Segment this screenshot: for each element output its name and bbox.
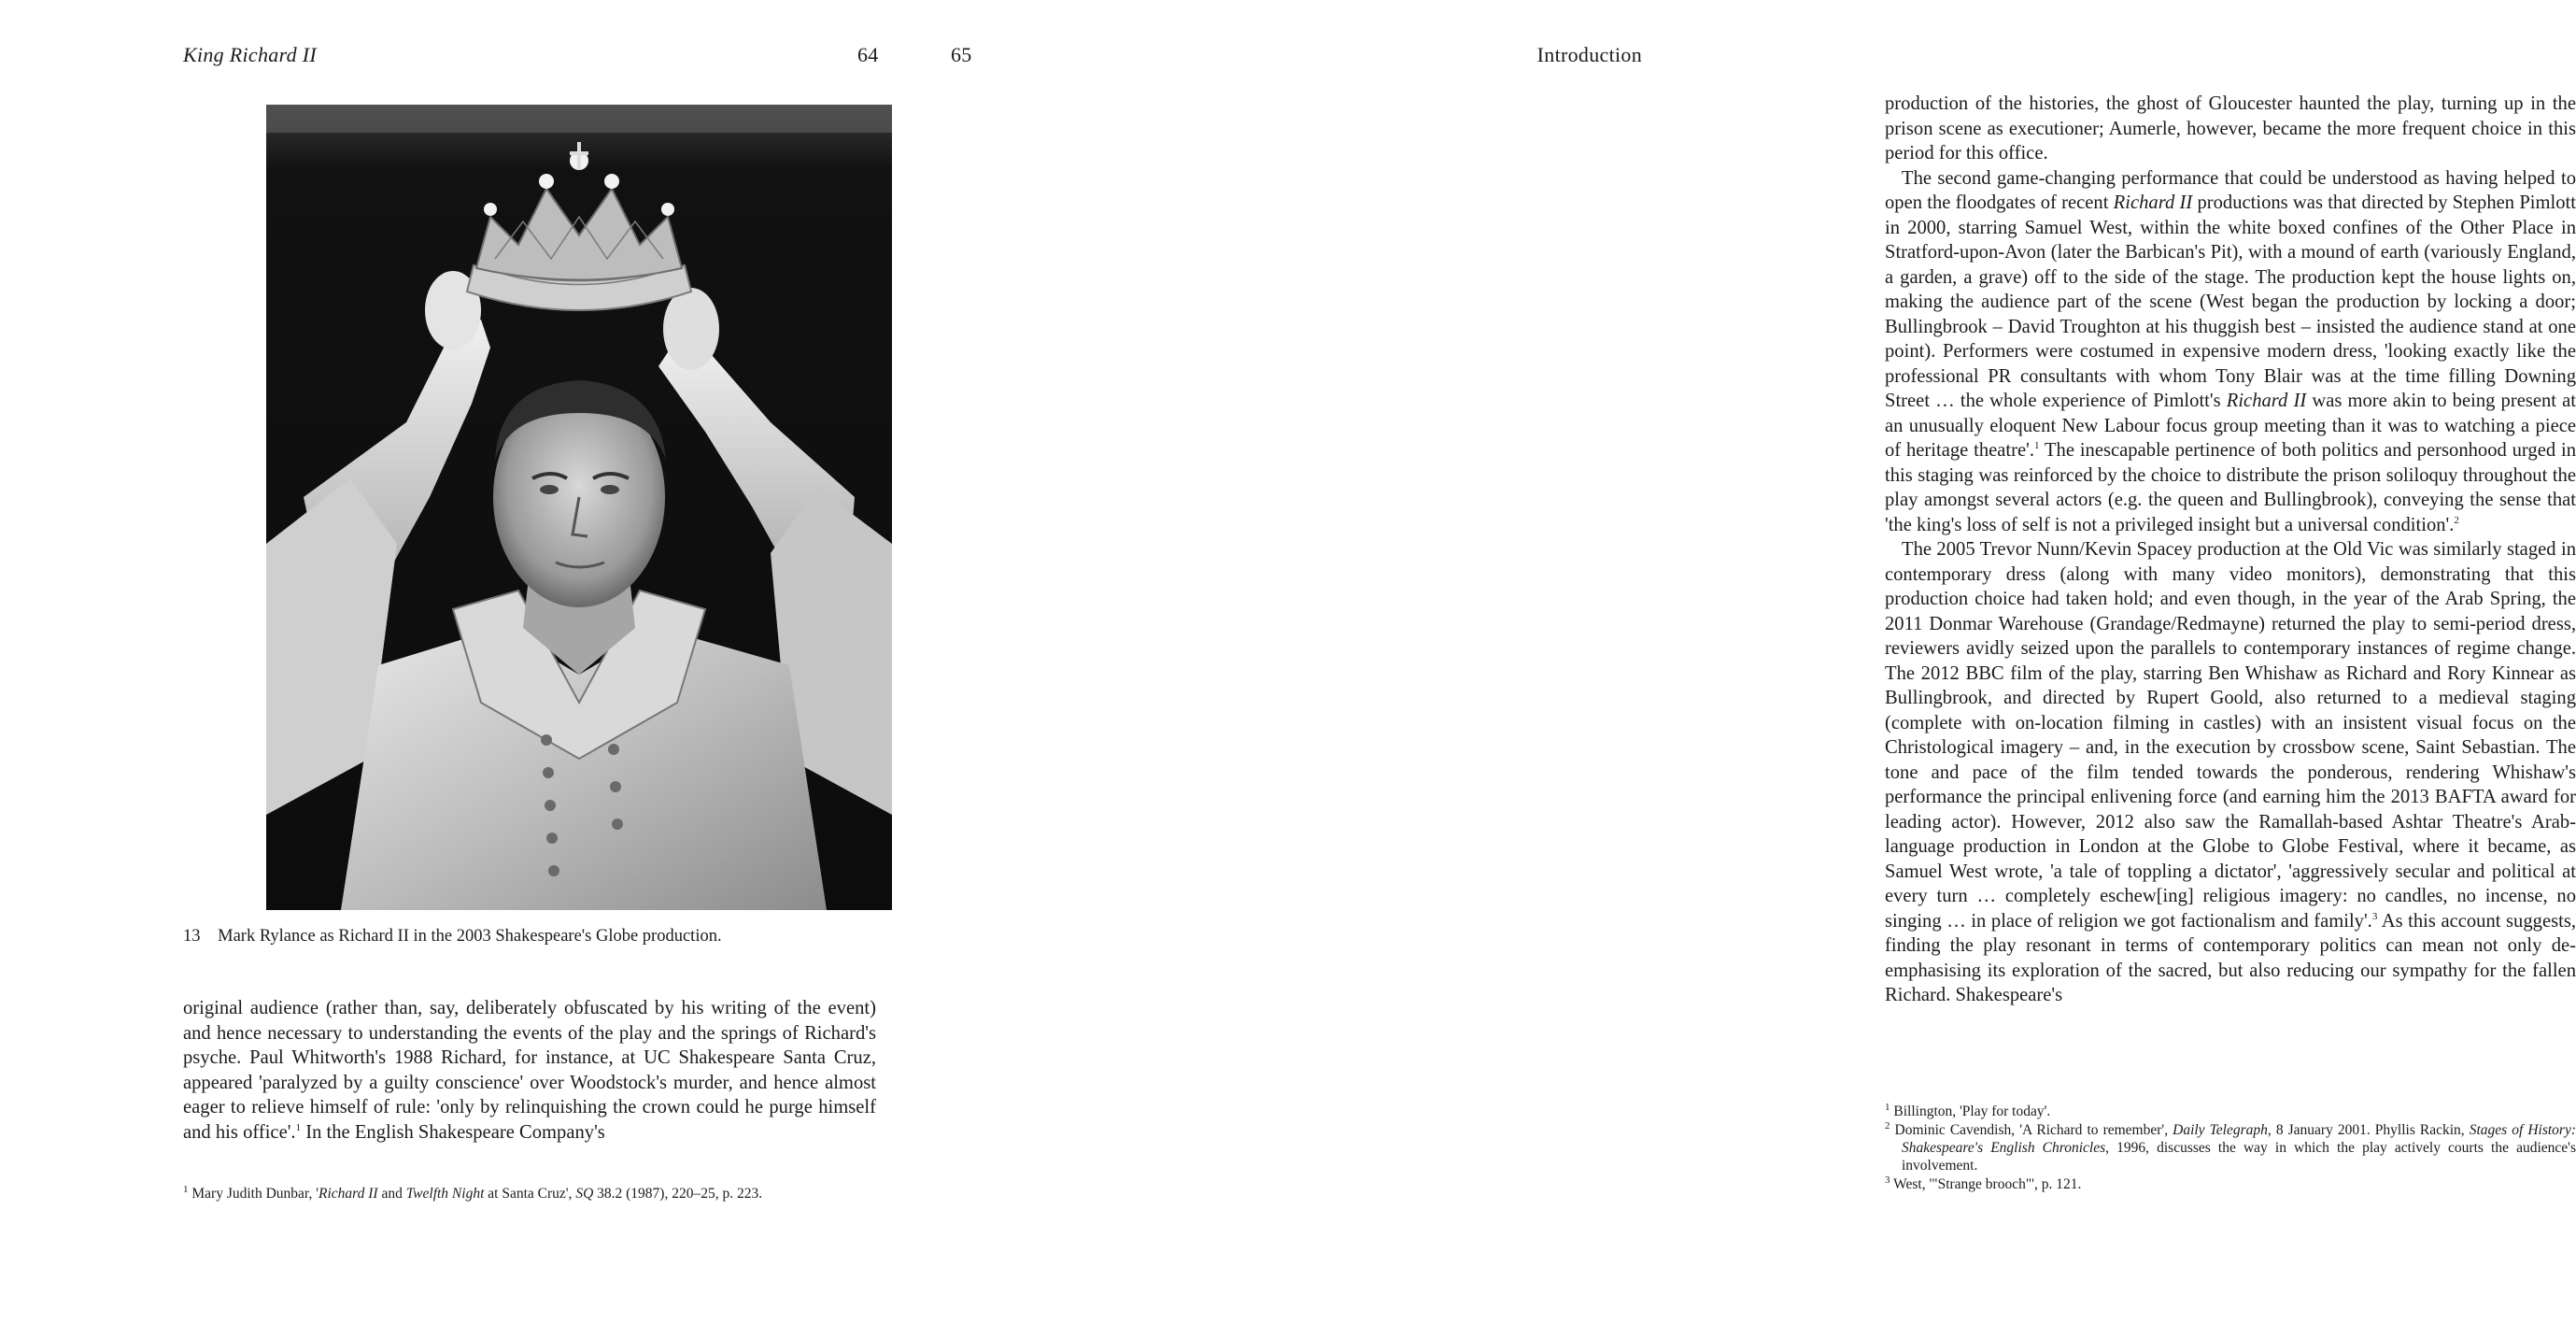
caption-text: Mark Rylance as Richard II in the 2003 Shakespeare's Globe production. [218,927,722,946]
paragraph-1: production of the histories, the ghost of Gloucester haunted the play, turning up in the prison scene as executioner; Aumerle, however, became the more frequent choice in this period for this office. [1885,93,2576,164]
running-head-right: Introduction [1536,43,1642,66]
body-paragraph: original audience (rather than, say, deliberately obfuscated by his writing of the event) and hence necessary to understanding the events of the play and the springs of Richard's psyche. Paul Whitworth's 1988 Richard, for instance, at UC Shakespeare Santa Cruz, appeared 'paralyzed by a guilty conscience' over Woodstock's murder, and hence almost eager to relieve himself of rule: 'only by relinquishing the crown could he purge himself and his office'. [183,998,876,1143]
crowned-figure-photo-icon [266,105,892,910]
right-footnotes [1885,1103,2576,1194]
footnote: $^1$ Mary Judith Dunbar, 'Richard II and Twelfth Night at Santa Cruz', SQ 38.2 (1987), 220–25, p. 223. [183,1183,763,1202]
left-footnotes [183,1185,893,1203]
footnote: $^3$ West, '"Strange brooch"', p. 121. [1885,1174,2082,1192]
left-body-text [183,996,876,1145]
figure-caption [183,927,912,947]
running-head-left: King Richard II [183,43,317,66]
right-page [934,0,2576,1338]
body-paragraph-tail: In the English Shakespeare Company's [305,1121,605,1143]
page-number-right: 65 [951,43,972,66]
right-body-text [1885,92,2576,1008]
footnote-marker: 1 [295,1121,302,1133]
footnote: $^1$ Billington, 'Play for today'. [1885,1101,2051,1119]
figure-number: 13 [183,927,201,946]
figure-photo [266,105,892,910]
page-number-left: 64 [857,43,879,66]
left-page [0,0,934,1338]
paragraph-2: The second game-changing performance that could be understood as having helped to open the floodgates of recent Richard II productions was that directed by Stephen Pimlott in 2000, starring Samuel West, within the white boxed confines of the Other Place in Stratford-upon-Avon (later the Barbican's Pit), with a mound of earth (variously England, a garden, a grave) off to the side of the stage. The production kept the house lights on, making the audience part of the scene (West began the production by locking a door; Bullingbrook – David Troughton at his thuggish best – insisted the audience stand at one point). Performers were costumed in expensive modern dress, 'looking exactly like the professional PR consultants with whom Tony Blair was at the time filling Downing Street … the whole experience of Pimlott's Richard II was more akin to being present at an unusually eloquent New Labour focus group meeting than it was to watching a piece of heritage theatre'.$^1$ The inescapable pertinence of both politics and personhood urged in this staging was reinforced by the choice to distribute the prison soliloquy throughout the play amongst several actors (e.g. the queen and Bullingbrook), conveying the sense that 'the king's loss of self is not a privileged insight but a universal condition'.$^2$ [1885,167,2576,535]
paragraph-3: The 2005 Trevor Nunn/Kevin Spacey production at the Old Vic was similarly staged in contemporary dress (along with many video monitors), demonstrating that this production choice had taken hold; and even though, in the year of the Arab Spring, the 2011 Donmar Warehouse (Grandage/Redmayne) returned the play to semi-period dress, reviewers avidly seized upon the parallels to contemporary instances of regime change. The 2012 BBC film of the play, starring Ben Whishaw as Richard and Rory Kinnear as Bullingbrook, and directed by Rupert Goold, also returned to a medieval staging (complete with on-location filming in castles) with an insistent visual focus on the Christological imagery – and, in the execution by crossbow scene, Saint Sebastian. The tone and pace of the film tended towards the ponderous, rendering Whishaw's performance the principal enlivening force (and earning him the 2013 BAFTA award for leading actor). However, 2012 also saw the Ramallah-based Ashtar Theatre's Arab-language production in London at the Globe to Globe Festival, where it became, as Samuel West wrote, 'a tale of toppling a dictator', 'aggressively secular and political at every turn … completely eschew[ing] religious imagery: no candles, no incense, no singing … in place of religion we got factionalism and family'.$^3$ As this account suggests, finding the play resonant in terms of contemporary politics can mean not only de-emphasising its exploration of the sacred, but also reducing our sympathy for the fallen Richard. Shakespeare's [1885,539,2576,1005]
footnote: $^2$ Dominic Cavendish, 'A Richard to remember', Daily Telegraph, 8 January 2001. Phyllis Rackin, Stages of History: Shakespeare's English Chronicles, 1996, discusses the way in which the play actively courts the audience's involvement. [1885,1119,2576,1174]
